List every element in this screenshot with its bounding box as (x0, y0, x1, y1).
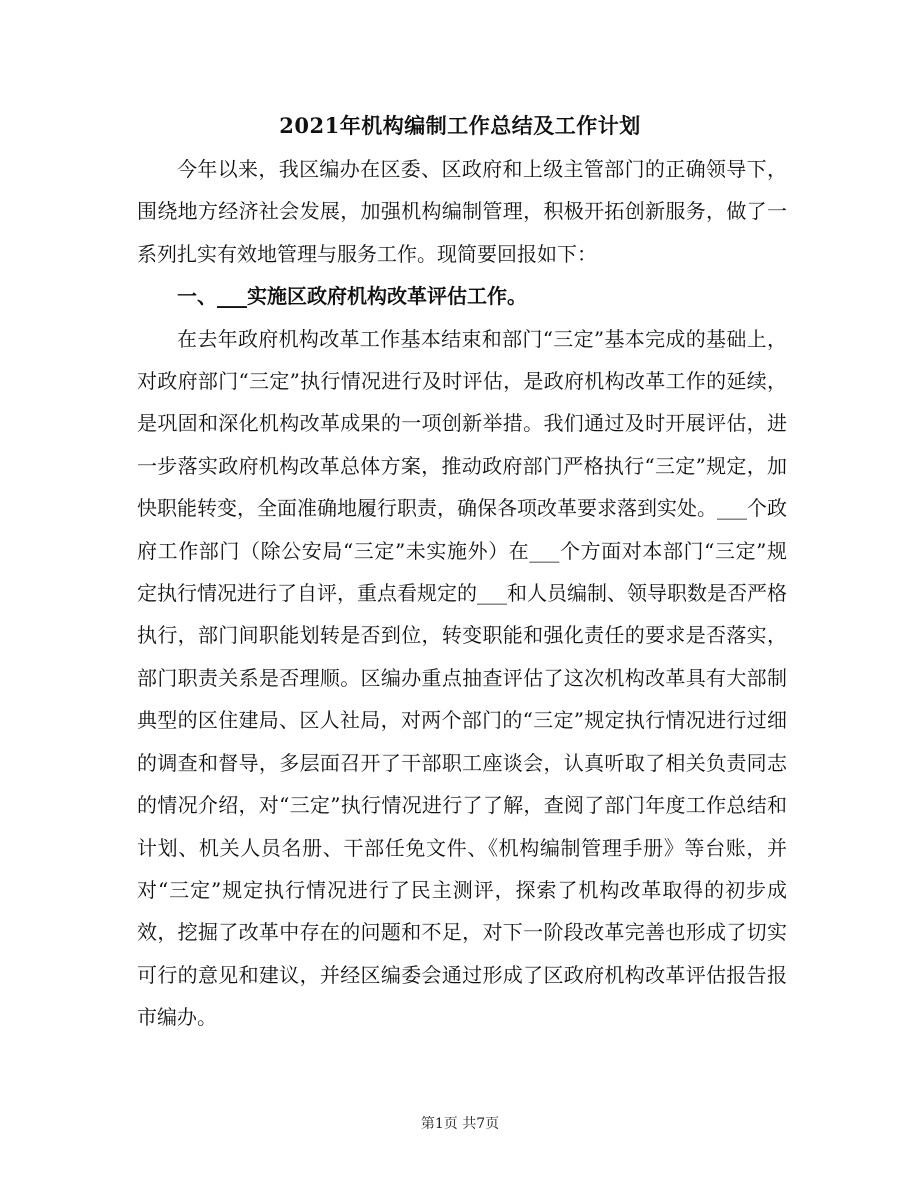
document-body (137, 148, 787, 1039)
section-heading: 一、___实施区政府机构改革评估工作。 (177, 284, 527, 309)
section-paragraph: 在去年政府机构改革工作基本结束和部门“三定”基本完成的基础上，对政府部门“三定”执行情况进行及时评估，是政府机构改革工作的延续，是巩固和深化机构改革成果的一项创新举措。我们通过及时开展评估，进一步落实政府机构改革总体方案，推动政府部门严格执行“三定”规定，加快职能转变，全面准确地履行职责，确保各项改革要求落到实处。___个政府工作部门（除公安局“三定”未实施外）在___个方面对本部门“三定”规定执行情况进行了自评，重点看规定的___和人员编制、领导职数是否严格执行，部门间职能划转是否到位，转变职能和强化责任的要求是否落实，部门职责关系是否理顺。区编办重点抽查评估了这次机构改革具有大部制典型的区住建局、区人社局，对两个部门的“三定”规定执行情况进行过细的调查和督导，多层面召开了干部职工座谈会，认真听取了相关负责同志的情况介绍，对“三定”执行情况进行了了解，查阅了部门年度工作总结和计划、机关人员名册、干部任免文件、《机构编制管理手册》等台账，并对“三定”规定执行情况进行了民主测评，探索了机构改革取得的初步成效，挖掘了改革中存在的问题和不足，对下一阶段改革完善也形成了切实可行的意见和建议，并经区编委会通过形成了区政府机构改革评估报告报市编办。 (137, 326, 787, 1030)
document-title: 2021年机构编制工作总结及工作计划 (279, 113, 641, 138)
page-indicator: 第1页 共7页 (420, 1116, 500, 1132)
intro-paragraph: 今年以来，我区编办在区委、区政府和上级主管部门的正确领导下，围绕地方经济社会发展，加强机构编制管理，积极开拓创新服务，做了一系列扎实有效地管理与服务工作。现简要回报如下： (137, 157, 787, 266)
